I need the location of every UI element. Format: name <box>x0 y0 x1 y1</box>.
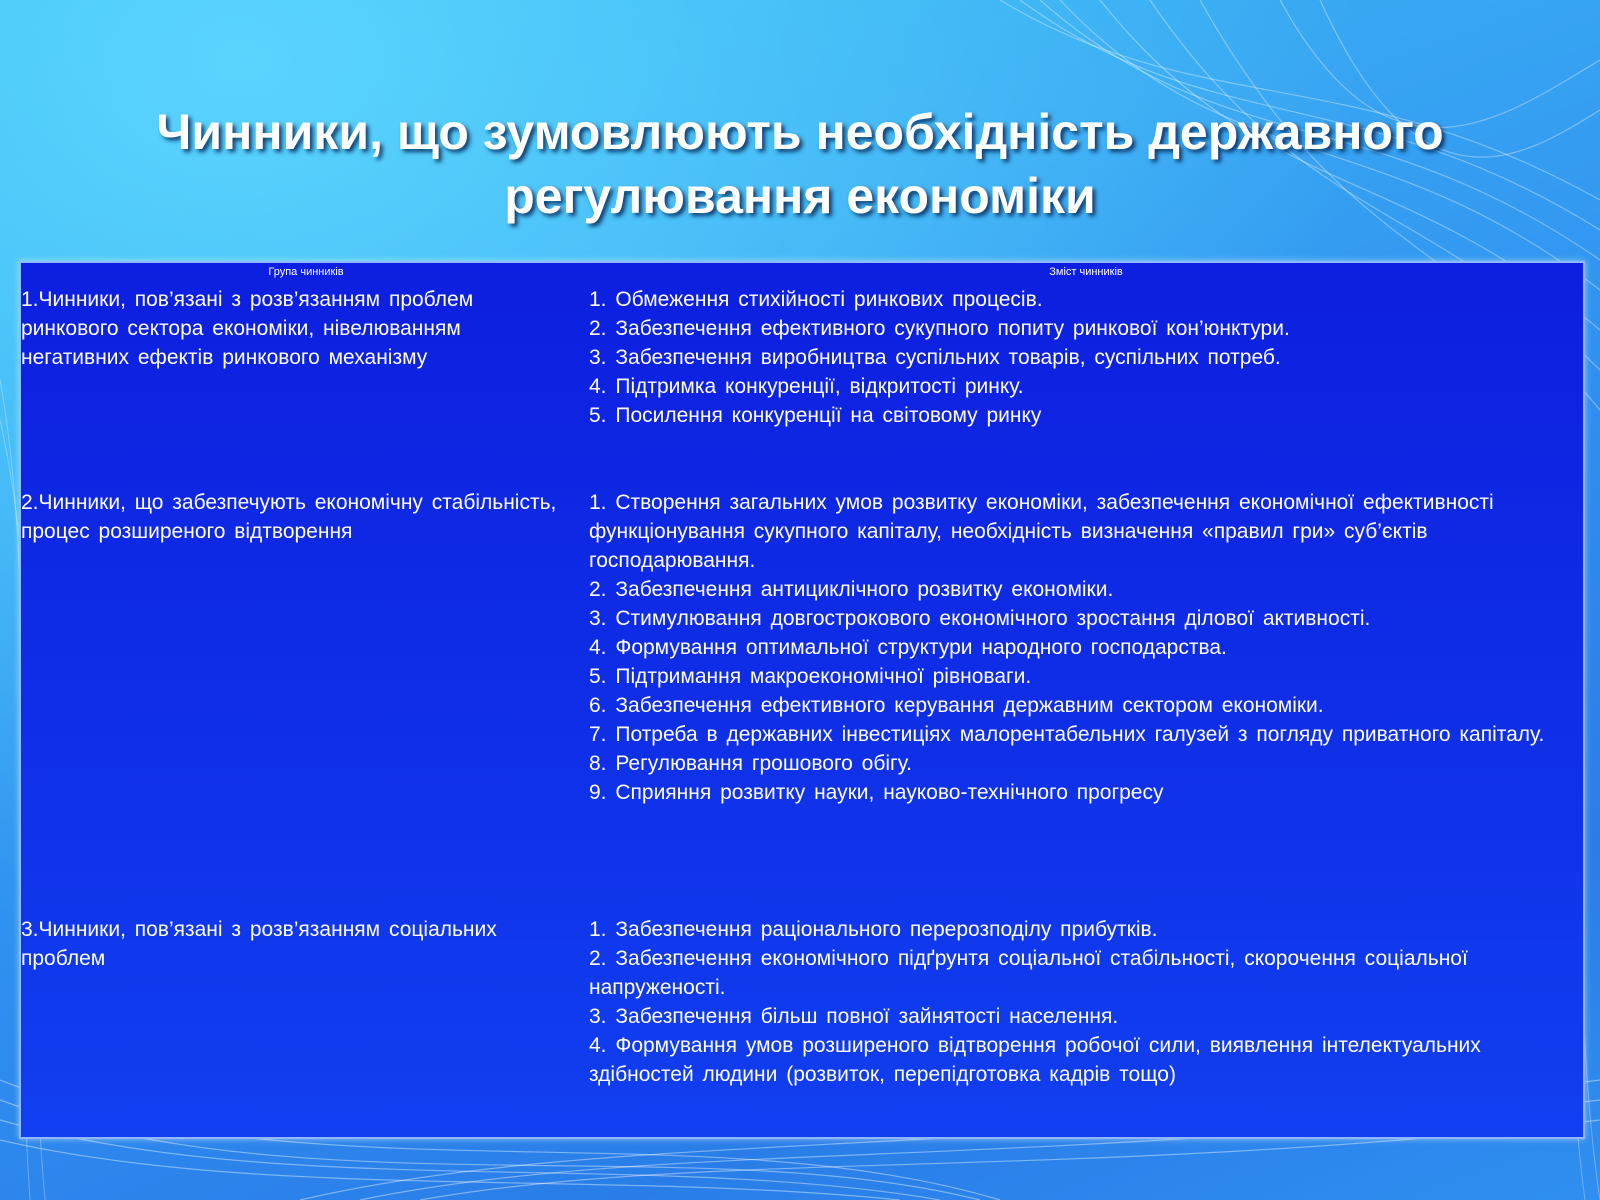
list-item: 4. Формування оптимальної структури народного господарства. <box>589 636 1227 659</box>
list-item: 8. Регулювання грошового обігу. <box>589 752 912 775</box>
list-item: 1. Створення загальних умов розвитку економіки, забезпечення економічної ефективності функціонування сукупного капіталу, необхідність визначення «правил гри» суб’єктів господарювання. <box>589 491 1494 572</box>
list-item: 5. Підтримання макроекономічної рівноваги. <box>589 665 1032 688</box>
list-item: 2. Забезпечення антициклічного розвитку економіки. <box>589 578 1114 601</box>
list-item: 3. Забезпечення виробництва суспільних товарів, суспільних потреб. <box>589 346 1281 369</box>
list-item: 6. Забезпечення ефективного керування державним сектором економіки. <box>589 694 1324 717</box>
list-item: 1. Обмеження стихійності ринкових процесів. <box>589 288 1043 311</box>
list-item: 3. Стимулювання довгострокового економічного зростання ділової активності. <box>589 607 1371 630</box>
list-item: 3. Забезпечення більш повної зайнятості населення. <box>589 1005 1119 1028</box>
factor-group-cell: 3.Чинники, пов’язані з розв’язанням соціальних проблем <box>21 918 497 970</box>
column-header-content: Зміст чинників <box>1049 266 1123 278</box>
list-item: 2. Забезпечення економічного підґрунтя соціальної стабільності, скорочення соціальної напруженості. <box>589 947 1468 999</box>
list-item: 2. Забезпечення ефективного сукупного попиту ринкової кон’юнктури. <box>589 317 1290 340</box>
list-item: 7. Потреба в державних інвестиціях малорентабельних галузей з погляду приватного капіталу. <box>589 723 1545 746</box>
list-item: 4. Формування умов розширеного відтворення робочої сили, виявлення інтелектуальних здібностей людини (розвиток, перепідготовка кадрів тощо) <box>589 1034 1481 1086</box>
factor-group-cell: 1.Чинники, пов’язані з розв’язанням проблем ринкового сектора економіки, нівелюванням негативних ефектів ринкового механізму <box>21 288 474 369</box>
factors-table <box>19 261 1585 1139</box>
list-item: 9. Сприяння розвитку науки, науково-технічного прогресу <box>589 781 1164 804</box>
factor-content-cell <box>589 285 1571 430</box>
factor-content-cell <box>589 915 1571 1089</box>
list-item: 1. Забезпечення раціонального перерозподілу прибутків. <box>589 918 1158 941</box>
factor-group-cell: 2.Чинники, що забезпечують економічну стабільність, процес розширеного відтворення <box>21 491 557 543</box>
list-item: 5. Посилення конкуренції на світовому ринку <box>589 404 1042 427</box>
slide-title: Чинники, що зумовлюють необхідність державного регулювання економіки <box>156 104 1444 224</box>
factor-content-cell <box>589 488 1571 807</box>
list-item: 4. Підтримка конкуренції, відкритості ринку. <box>589 375 1024 398</box>
column-header-group: Група чинників <box>268 266 344 278</box>
